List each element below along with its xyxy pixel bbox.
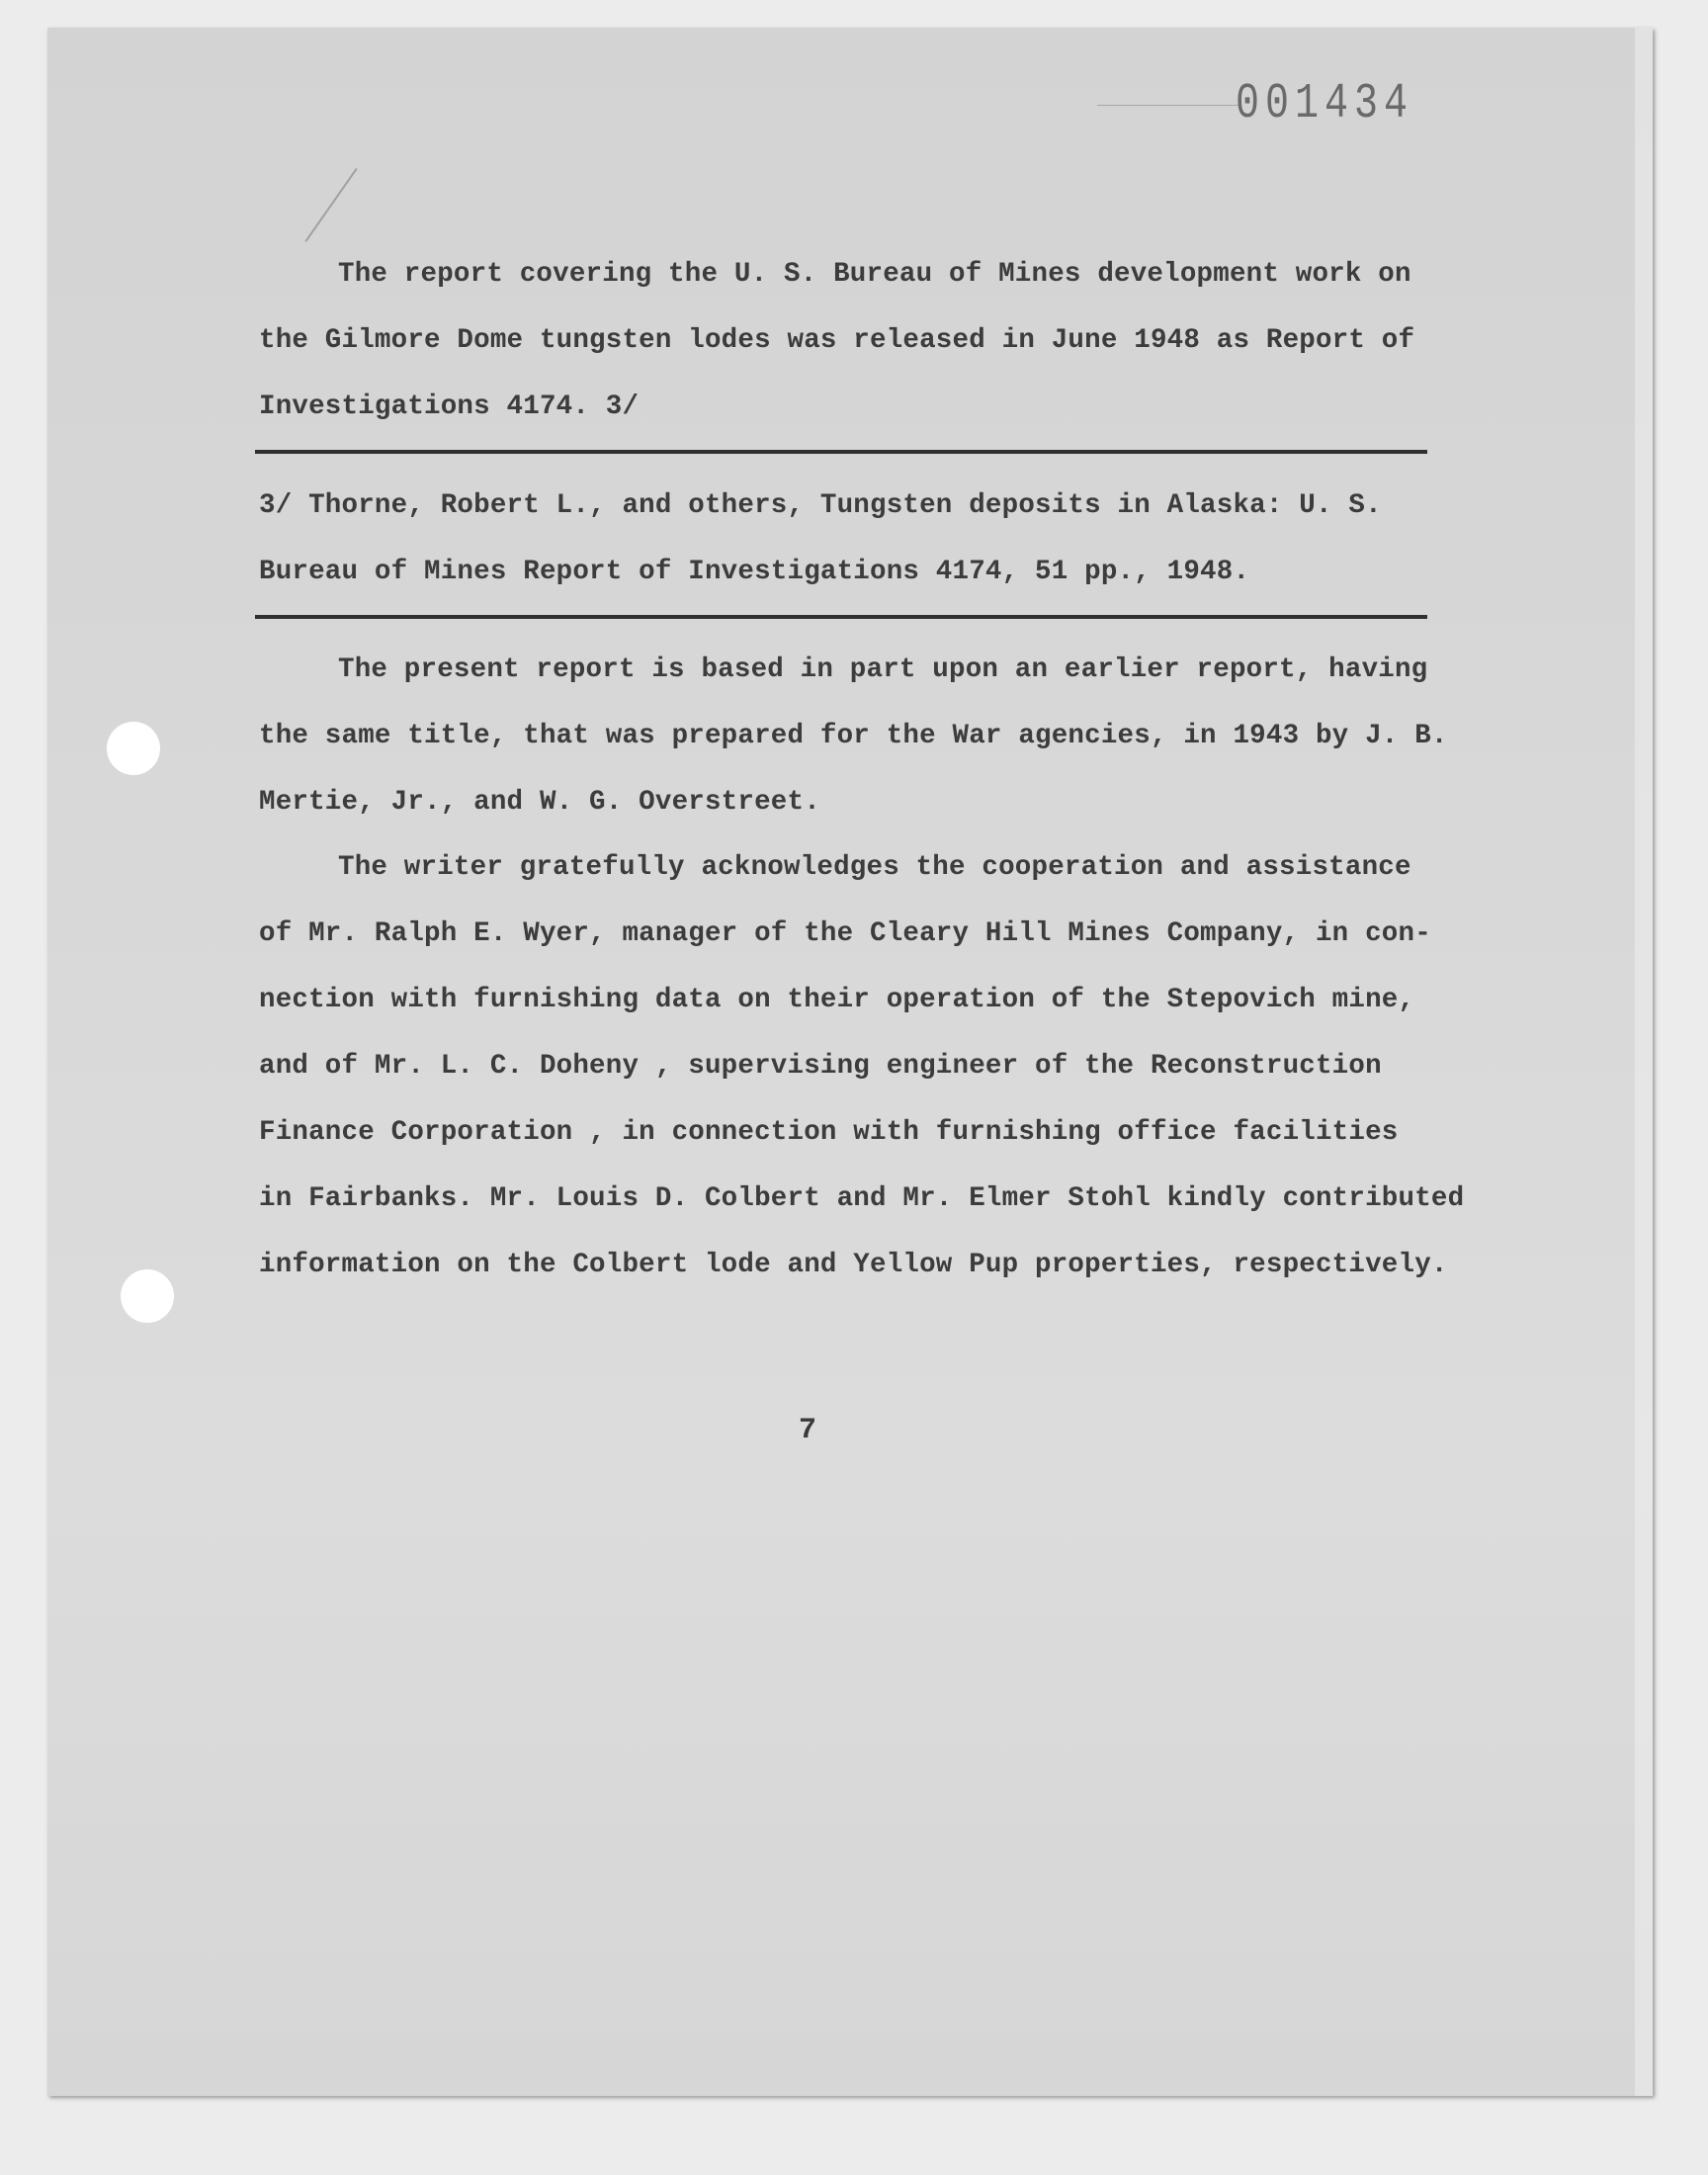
document-number: 001434 [1236, 77, 1414, 133]
footnote-rule-top [255, 450, 1427, 454]
punch-hole-bottom [121, 1269, 174, 1323]
punch-hole-top [107, 722, 160, 775]
page-edge [1635, 28, 1653, 2096]
paragraph-3-line: of Mr. Ralph E. Wyer, manager of the Cleary Hill Mines Company, in con- [259, 918, 1431, 949]
stamp-underline [1097, 105, 1240, 106]
footnote-line: Bureau of Mines Report of Investigations 4174, 51 pp., 1948. [259, 557, 1250, 587]
paragraph-3-line: nection with furnishing data on their operation of the Stepovich mine, [259, 985, 1415, 1015]
paragraph-1-line: the Gilmore Dome tungsten lodes was released in June 1948 as Report of [259, 325, 1415, 356]
paragraph-3-line: and of Mr. L. C. Doheny , supervising engineer of the Reconstruction [259, 1051, 1382, 1082]
paragraph-2-line: the same title, that was prepared for the War agencies, in 1943 by J. B. [259, 721, 1448, 751]
footnote-line: 3/ Thorne, Robert L., and others, Tungsten deposits in Alaska: U. S. [259, 490, 1382, 521]
paragraph-3-line: information on the Colbert lode and Yellow Pup properties, respectively. [259, 1250, 1448, 1280]
paragraph-3-line: Finance Corporation , in connection with furnishing office facilities [259, 1117, 1399, 1148]
paragraph-2-line: The present report is based in part upon an earlier report, having [338, 654, 1428, 685]
paragraph-3-line: The writer gratefully acknowledges the cooperation and assistance [338, 852, 1411, 883]
paragraph-1-line: The report covering the U. S. Bureau of Mines development work on [338, 259, 1411, 290]
footnote-rule-bottom [255, 615, 1427, 619]
paragraph-2-line: Mertie, Jr., and W. G. Overstreet. [259, 787, 820, 818]
paragraph-3-line: in Fairbanks. Mr. Louis D. Colbert and Mr. Elmer Stohl kindly contributed [259, 1183, 1465, 1214]
paragraph-1-line: Investigations 4174. 3/ [259, 392, 640, 422]
page-number: 7 [799, 1414, 817, 1447]
